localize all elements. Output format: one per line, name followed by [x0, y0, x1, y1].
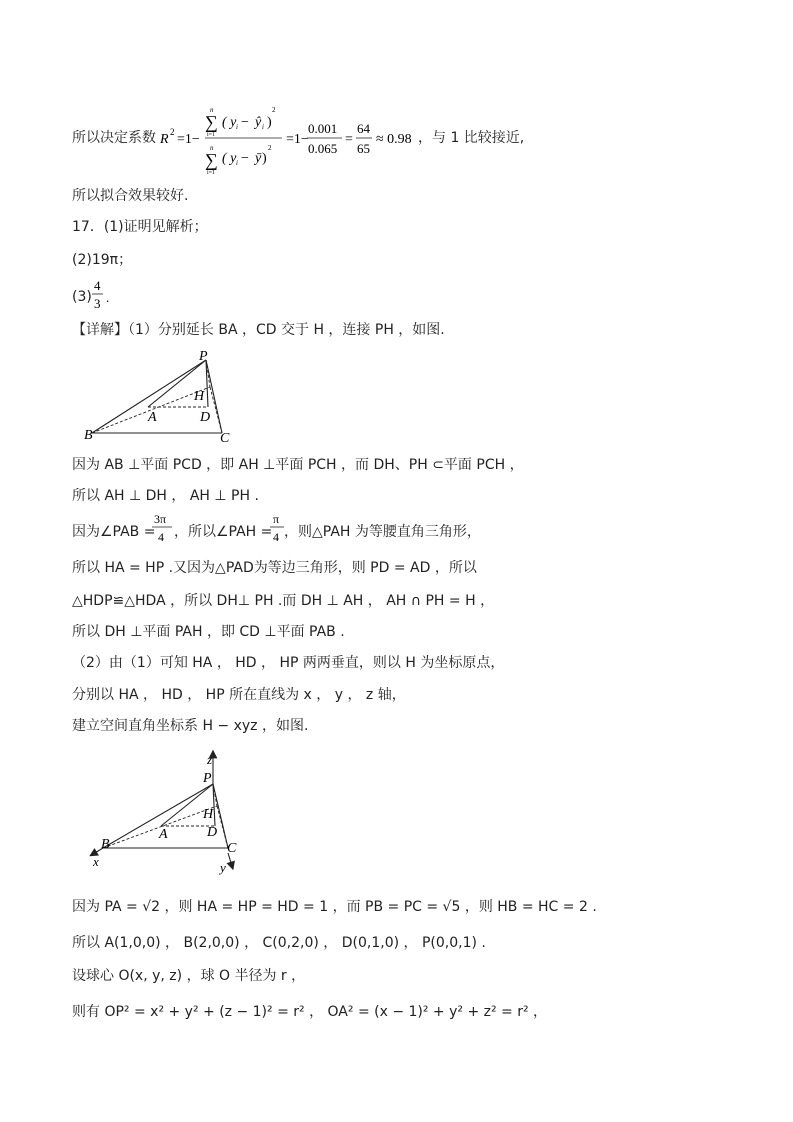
angle-a: 因为∠PAB =: [72, 524, 156, 540]
label-x: x: [93, 854, 99, 869]
sum-n-bot: n: [210, 144, 214, 152]
label-z: z: [207, 752, 213, 767]
conclusion-line: 所以拟合效果较好.: [72, 188, 189, 204]
angle-line-b: [174, 522, 272, 542]
answer-17-2: (2)19π；: [72, 252, 133, 268]
part2-line-2: 分别以 HA ， HD ， HP 所在直线为 x ， y ， z 轴，: [72, 687, 406, 703]
answer-17-1: 17．(1)证明见解析；: [72, 219, 208, 235]
answer-17-3-prefix: (3): [72, 289, 92, 305]
detail-intro-line: [72, 320, 445, 340]
label-P: P: [199, 349, 208, 364]
num-sup: 2: [272, 106, 276, 114]
den-ybar: ȳ: [255, 151, 262, 166]
sum-i-top: i=1: [207, 132, 216, 138]
eq-sign-3: =: [345, 132, 353, 147]
so-line-2: 所以 HA = HP .又因为△PAD为等边三角形，则 PD = AD ，所以: [72, 560, 477, 576]
because-line-1: 因为 AB ⊥平面 PCD ，即 AH ⊥平面 PCH ，而 DH、PH ⊂平面 PCH ，: [72, 457, 524, 473]
label-A: A: [148, 410, 157, 425]
label-P2: P: [203, 771, 212, 786]
label-H2: H: [203, 807, 214, 822]
frac-pi-4-num: π: [273, 512, 280, 526]
equations-line: 则有 OP² = x² + y² + (z − 1)² = r² ， OA² = (x − 1)² + y² + z² = r² ，: [72, 1004, 548, 1020]
frac-4-3-period: .: [106, 290, 110, 305]
figure-pyramid-2: [85, 748, 255, 878]
because-line-2: 因为 PA = √2 ，则 HA = HP = HD = 1 ，而 PB = PC = √5 ，则 HB = HC = 2 .: [72, 899, 597, 915]
r2-suffix: ，与 1 比较接近,: [418, 130, 525, 146]
frac2-num: 0.001: [308, 121, 338, 136]
label-B2: B: [101, 837, 110, 852]
label-A2: A: [159, 827, 168, 842]
num-yhat: ŷ: [255, 115, 262, 130]
r2-suffix-line: [418, 128, 524, 148]
frac3-den: 65: [357, 141, 370, 156]
coordinates-line: 所以 A(1,0,0) ， B(2,0,0) ， C(0,2,0) ， D(0,1,0) ， P(0,0,1) .: [72, 935, 486, 951]
frac3-num: 64: [357, 121, 370, 136]
den-minus: −: [241, 151, 249, 166]
angle-b: ，所以∠PAH =: [174, 524, 273, 540]
den-sup: 2: [268, 144, 272, 152]
so-line-3: 所以 DH ⊥平面 PAH ，即 CD ⊥平面 PAB .: [72, 624, 345, 640]
label-D2: D: [207, 825, 218, 840]
part2-line-1: （2）由（1）可知 HA ， HD ， HP 两两垂直，则以 H 为坐标原点，: [72, 655, 505, 671]
label-y: y: [220, 860, 226, 875]
num-yhat-sub: i: [262, 123, 264, 131]
sigma-top: ∑: [205, 112, 218, 132]
so-line-1: 所以 AH ⊥ DH ， AH ⊥ PH .: [72, 488, 259, 504]
label-D: D: [200, 410, 211, 425]
r2-prefix: 所以决定系数: [72, 130, 156, 146]
angle-line: [72, 522, 155, 542]
part2-line-3: 建立空间直角坐标系 H − xyz ，如图.: [72, 718, 309, 734]
r2-symbol: R: [160, 132, 169, 147]
dash-HC: [210, 387, 222, 433]
figure-pyramid-1: [80, 345, 240, 445]
den-close: ): [262, 151, 267, 166]
num-close: ): [267, 115, 272, 130]
sigma-bot: ∑: [205, 150, 218, 170]
frac-3pi-4-den: 4: [158, 530, 164, 544]
r2-formula: [0, 0, 793, 200]
num-sub-i: i: [236, 123, 238, 131]
frac-4-3-den: 3: [94, 296, 101, 311]
angle-line-c: [284, 522, 481, 542]
frac-pi-4-den: 4: [273, 530, 279, 544]
r2-sup: 2: [170, 127, 175, 137]
sphere-center-line: 设球心 O(x, y, z) ，球 O 半径为 r ，: [72, 968, 306, 984]
approx-value: ≈ 0.98: [376, 132, 412, 147]
eq-one-minus-1: =1−: [177, 132, 200, 147]
answer-17-3: [72, 287, 92, 307]
label-C: C: [220, 431, 230, 445]
detail-text: （1）分别延长 BA ，CD 交于 H ，连接 PH ，如图.: [128, 322, 445, 338]
edge-BP2: [103, 784, 213, 848]
frac-4-3-num: 4: [94, 278, 101, 293]
sum-i-bot: i=1: [207, 170, 216, 176]
frac2-den: 0.065: [308, 141, 338, 156]
angle-c: ，则△PAH 为等腰直角三角形，: [284, 524, 481, 540]
label-C2: C: [227, 841, 237, 856]
num-paren-y: ( y: [222, 115, 237, 130]
label-B: B: [84, 428, 93, 443]
frac-4-3: [92, 277, 122, 317]
eq-one-minus-2: =1−: [286, 132, 309, 147]
frac-3pi-4-num: 3π: [154, 512, 167, 526]
frac-3pi-4: [152, 510, 176, 552]
label-H: H: [194, 389, 205, 404]
sum-n-top: n: [210, 106, 214, 114]
den-paren-y: ( y: [222, 151, 237, 166]
detail-tag: 【详解】: [72, 322, 128, 338]
congruence-line: △HDP≌△HDA ，所以 DH⊥ PH .而 DH ⊥ AH ， AH ∩ PH = H ，: [72, 593, 495, 609]
num-minus: −: [241, 115, 249, 130]
den-sub-i: i: [236, 159, 238, 167]
